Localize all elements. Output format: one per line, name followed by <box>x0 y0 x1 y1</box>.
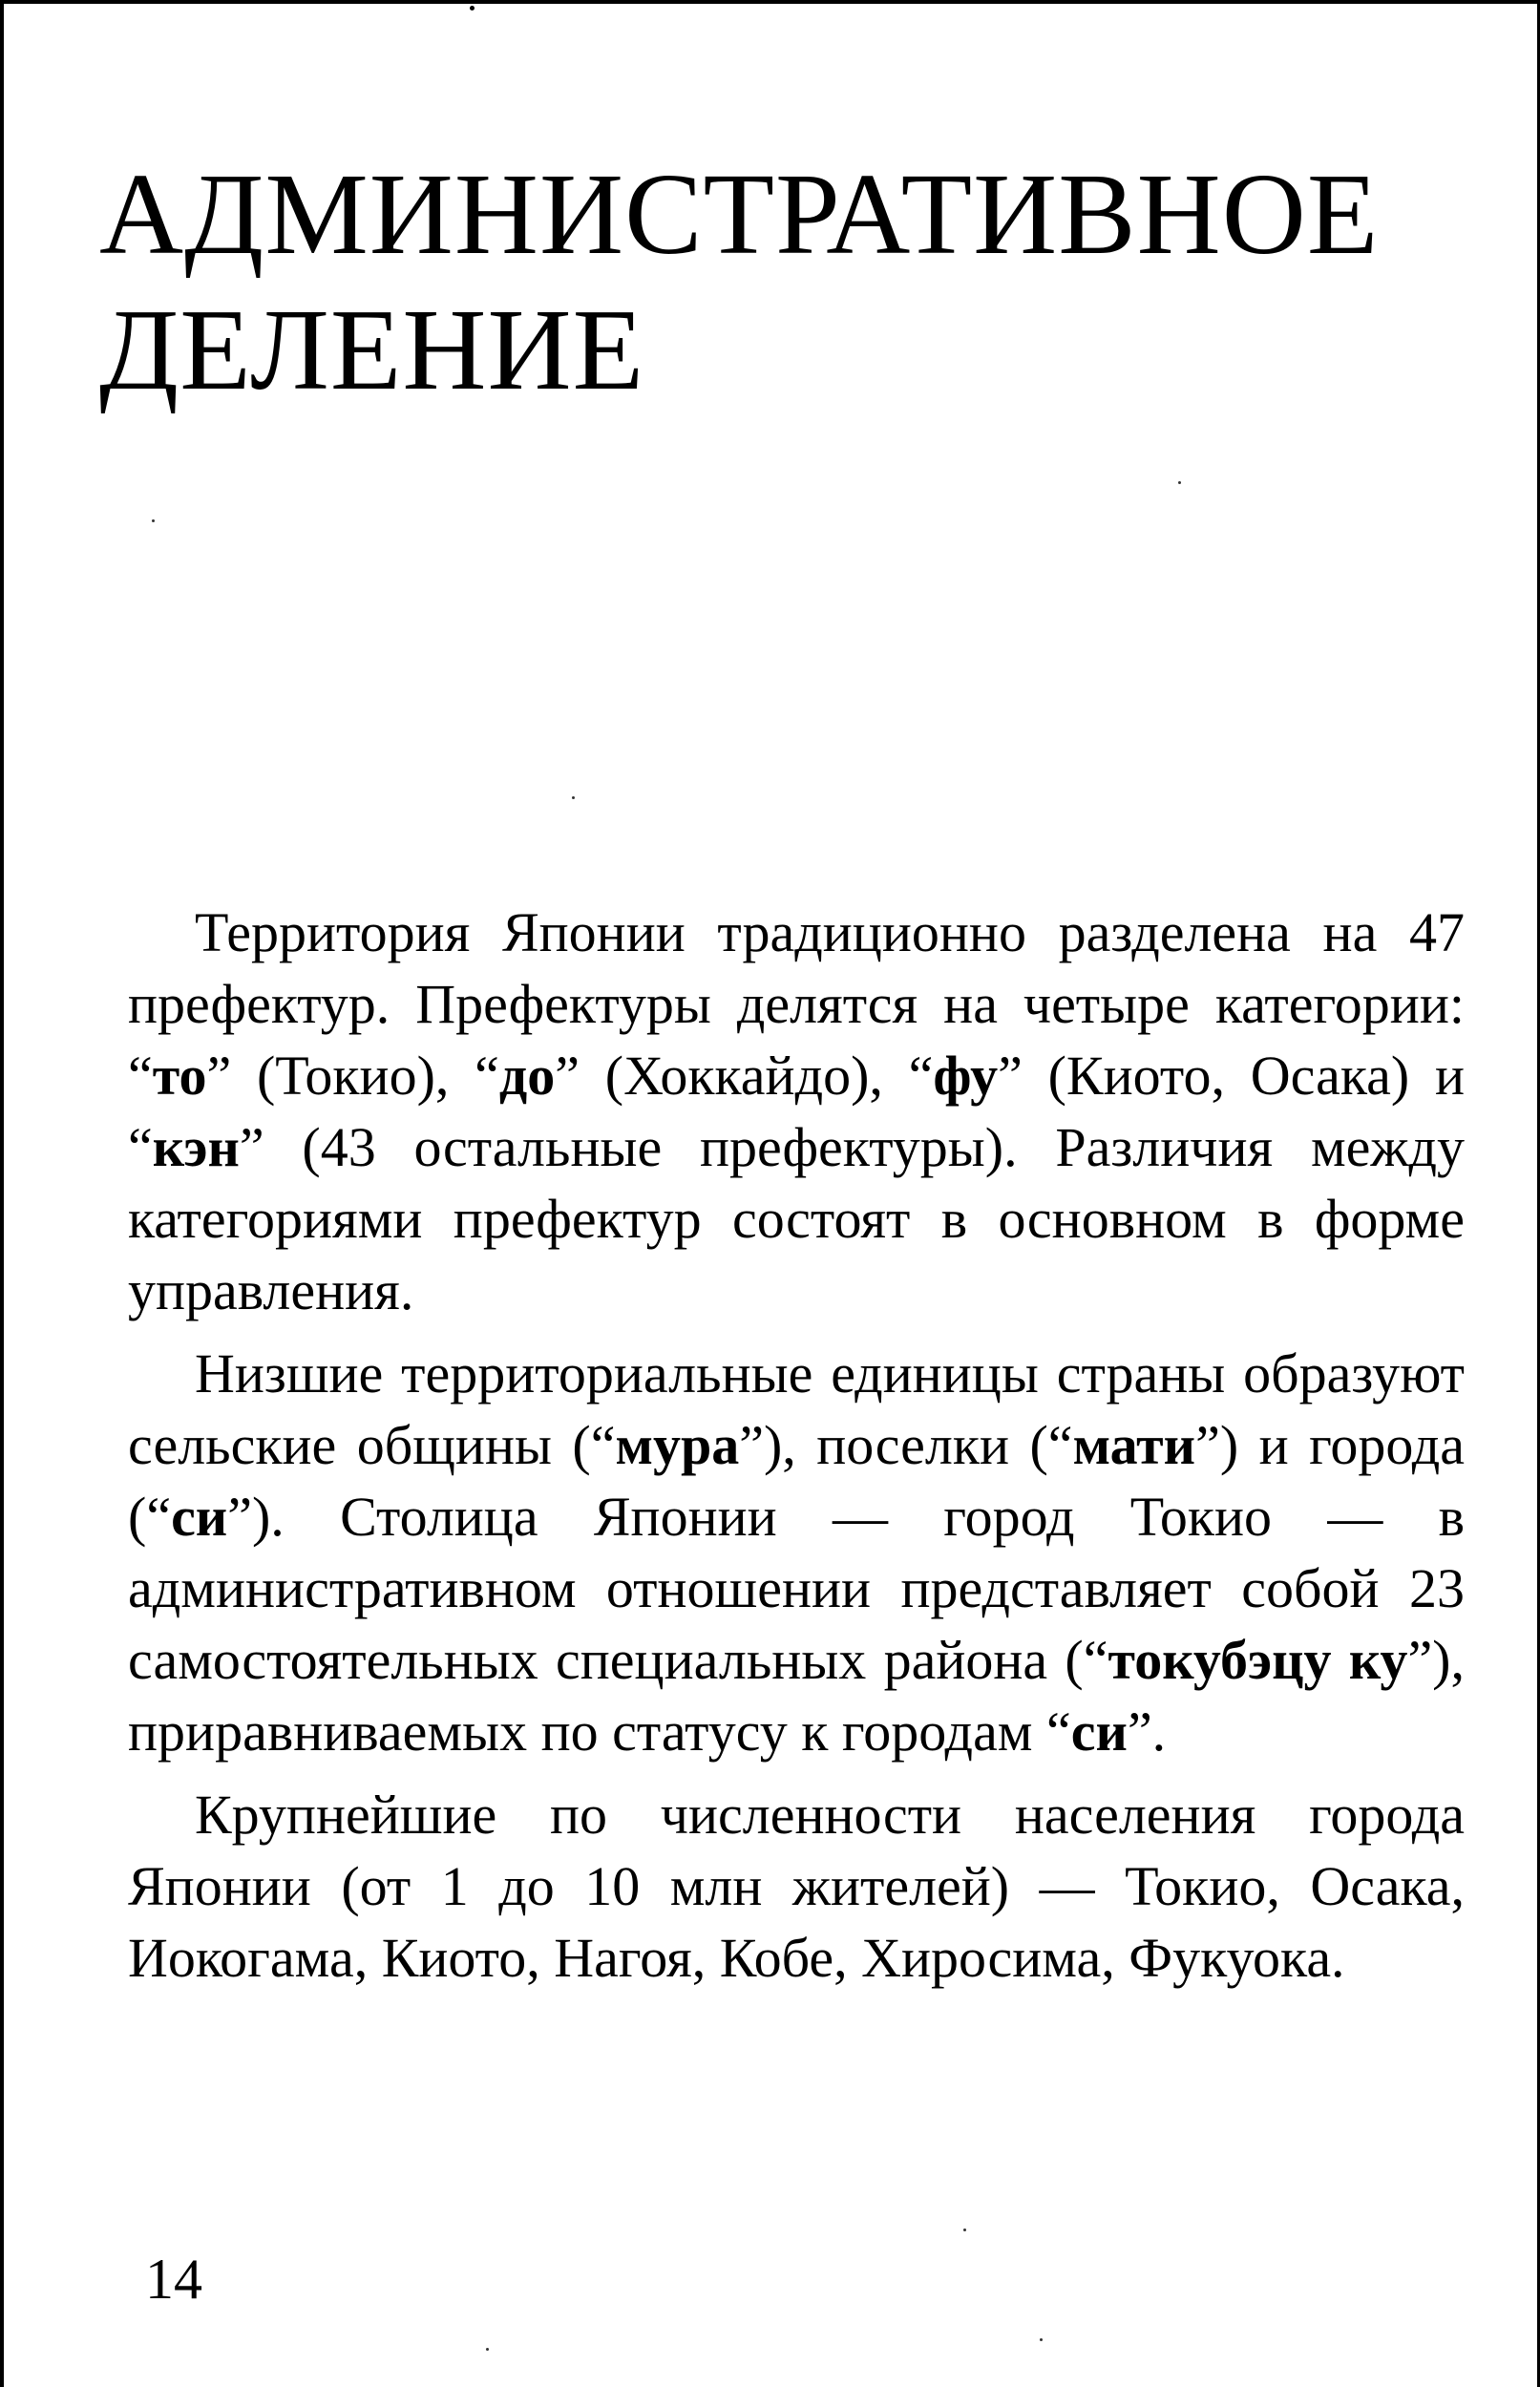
text-run: ”. <box>1127 1700 1167 1763</box>
text-run: Низшие территориальные единицы страны образуют сельские общины (“ <box>128 1342 1465 1476</box>
scan-speck <box>470 6 475 11</box>
text-run: ” (Токио), “ <box>206 1045 499 1107</box>
term-ken: кэн <box>152 1116 240 1178</box>
paragraph-largest-cities <box>128 1779 1465 1994</box>
chapter-title <box>99 147 1474 418</box>
term-si: си <box>1070 1700 1128 1763</box>
text-run: Крупнейшие по численности населения города Японии (от 1 до 10 млн жителей) — Токио, Осака, Иокогама, Киото, Нагоя, Кобе, Хиросима, Фукуока. <box>128 1784 1465 1989</box>
scan-speck <box>1040 2338 1043 2341</box>
term-fu: фу <box>933 1045 999 1107</box>
scan-speck <box>486 2348 489 2351</box>
chapter-title-line-1: АДМИНИСТРАТИВНОЕ <box>99 150 1380 279</box>
text-run: ” (Киото, Осака) и “ <box>128 1045 1465 1178</box>
text-run: ”). Столица Японии — город Токио — в административном отношении представляет собой 23 самостоятельных специальных района (“ <box>128 1486 1465 1691</box>
term-to: то <box>152 1045 207 1107</box>
body-text <box>128 897 1465 2005</box>
text-run: ”), приравниваемых по статусу к городам “ <box>128 1629 1465 1763</box>
term-mura: мура <box>615 1414 740 1476</box>
term-si: си <box>171 1486 228 1548</box>
term-tokubetsu-ku: токубэцу ку <box>1108 1629 1408 1691</box>
scan-speck <box>963 2229 966 2231</box>
text-run: ” (43 остальные префектуры). Различия между категориями префектур состоят в основном в форме управления. <box>128 1116 1465 1321</box>
paragraph-lower-units <box>128 1338 1465 1767</box>
term-do: до <box>498 1045 556 1107</box>
text-run: ”), поселки (“ <box>739 1414 1073 1476</box>
text-run: ” (Хоккайдо), “ <box>555 1045 934 1107</box>
scan-speck <box>572 796 575 799</box>
chapter-title-line-2: ДЕЛЕНИЕ <box>99 285 645 414</box>
term-mati: мати <box>1072 1414 1196 1476</box>
text-run: Территория Японии традиционно разделена на 47 префектур. Префектуры делятся на четыре категории: “ <box>128 901 1465 1107</box>
paragraph-prefectures <box>128 897 1465 1326</box>
page-number: 14 <box>145 2248 202 2311</box>
scan-speck <box>152 519 155 522</box>
scan-speck <box>1178 481 1181 484</box>
text-run: ”) и города (“ <box>128 1414 1465 1548</box>
